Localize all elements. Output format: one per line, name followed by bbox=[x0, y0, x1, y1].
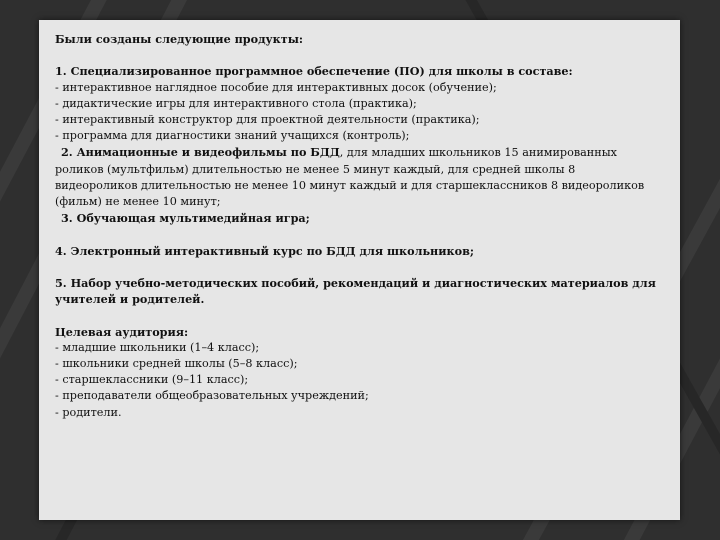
item-2-title: 2. Анимационные и видеофильмы по БДД bbox=[61, 145, 340, 160]
list-item: - интерактивное наглядное пособие для интерактивных досок (обучение); bbox=[55, 80, 497, 94]
heading: Были созданы следующие продукты: bbox=[55, 32, 304, 46]
list-item: - дидактические игры для интерактивного стола (практика); bbox=[55, 96, 417, 110]
item-3-title: 3. Обучающая мультимедийная игра; bbox=[61, 211, 310, 226]
list-item: - преподаватели общеобразовательных учреждений; bbox=[55, 389, 369, 403]
audience-title: Целевая аудитория: bbox=[55, 324, 189, 339]
item-2-text: , для младших школьников 15 анимированных bbox=[339, 146, 617, 160]
list-item: - родители. bbox=[55, 405, 122, 419]
item-1-title: 1. Специализированное программное обеспечение (ПО) для школы в составе: bbox=[55, 64, 573, 79]
slide-text bbox=[55, 31, 665, 421]
list-item: - школьники средней школы (5–8 класс); bbox=[55, 357, 298, 370]
spacer bbox=[55, 226, 665, 242]
item-2-text-line: роликов (мультфильм) длительностью не менее 5 минут каждый, для средней школы 8 bbox=[55, 162, 576, 176]
item-2 bbox=[55, 144, 665, 161]
spacer bbox=[55, 259, 665, 275]
list-item: - старшеклассники (9–11 класс); bbox=[55, 373, 249, 387]
item-2-text-line: (фильм) не менее 10 минут; bbox=[55, 195, 221, 209]
list-item: - младшие школьники (1–4 класс); bbox=[55, 340, 260, 354]
spacer bbox=[55, 307, 665, 323]
spacer bbox=[55, 47, 665, 63]
item-5-title: 5. Набор учебно-методических пособий, рекомендаций и диагностических материалов для bbox=[55, 276, 656, 290]
item-4-title: 4. Электронный интерактивный курс по БДД для школьников; bbox=[55, 243, 474, 258]
item-5-title: учителей и родителей. bbox=[55, 292, 205, 307]
list-item: - программа для диагностики знаний учащихся (контроль); bbox=[55, 129, 410, 143]
list-item: - интерактивный конструктор для проектной деятельности (практика); bbox=[55, 113, 480, 126]
item-2-text-line: видеороликов длительностью не менее 10 минут каждый и для старшеклассников 8 видеороликов bbox=[55, 178, 645, 192]
